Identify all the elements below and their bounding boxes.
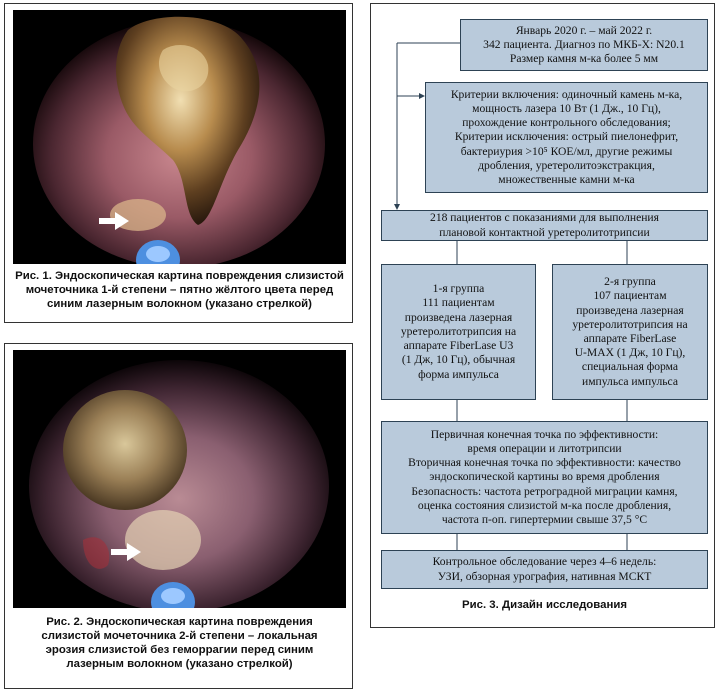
box-endpoints: Первичная конечная точка по эффективности: время операции и литотрипсии Вторичная конечная точка по эффективности: качество эндоскопической картины во время дробления Безопасность: частота ретроградной миграции камня, оценка состояния слизистой м-ка после дробления, частота п-оп. гипертермии свыше 37,5 °С — [381, 421, 708, 534]
figure-1-endoscopic-photo — [13, 10, 346, 264]
figure-3-panel — [370, 3, 715, 628]
figure-2-panel — [4, 343, 353, 689]
figure-2-caption: Рис. 2. Эндоскопическая картина повреждения слизистой мочеточника 2-й степени – локальная эрозия слизистой без геморрагии перед синим лазерным волокном (указано стрелкой) — [41, 616, 318, 670]
box-followup: Контрольное обследование через 4–6 недель: УЗИ, обзорная урография, нативная МСКТ — [381, 550, 708, 589]
box-selected-patients: 218 пациентов с показаниями для выполнения плановой контактной уретеролитотрипсии — [381, 210, 708, 241]
box-group-2: 2-я группа 107 пациентам произведена лазерная уретеролитотрипсия на аппарате FiberLase U-MAX (1 Дж, 10 Гц), специальная форма импульса импульса — [552, 264, 708, 400]
figure-1-caption: Рис. 1. Эндоскопическая картина повреждения слизистой мочеточника 1-й степени – пятно жёлтого цвета перед синим лазерным волокном (указано стрелкой) — [15, 270, 344, 310]
figure-2-endoscopic-photo — [13, 350, 346, 608]
figure-3-caption: Рис. 3. Дизайн исследования — [462, 599, 627, 611]
figure-1-panel — [4, 3, 353, 323]
box-group-1: 1-я группа 111 пациентам произведена лазерная уретеролитотрипсия на аппарате FiberLase U3 (1 Дж, 10 Гц), обычная форма импульса — [381, 264, 536, 400]
box-study-period: Январь 2020 г. – май 2022 г. 342 пациента. Диагноз по МКБ-Х: N20.1 Размер камня м-ка более 5 мм — [460, 19, 708, 71]
box-criteria: Критерии включения: одиночный камень м-ка, мощность лазера 10 Вт (1 Дж., 10 Гц), прохождение контрольного обследования; Критерии исключения: острый пиелонефрит, бактериурия >10⁵ КОЕ/мл, другие режимы дробления, уретеролитоэкстракция, множественные камни м-ка — [425, 82, 708, 193]
